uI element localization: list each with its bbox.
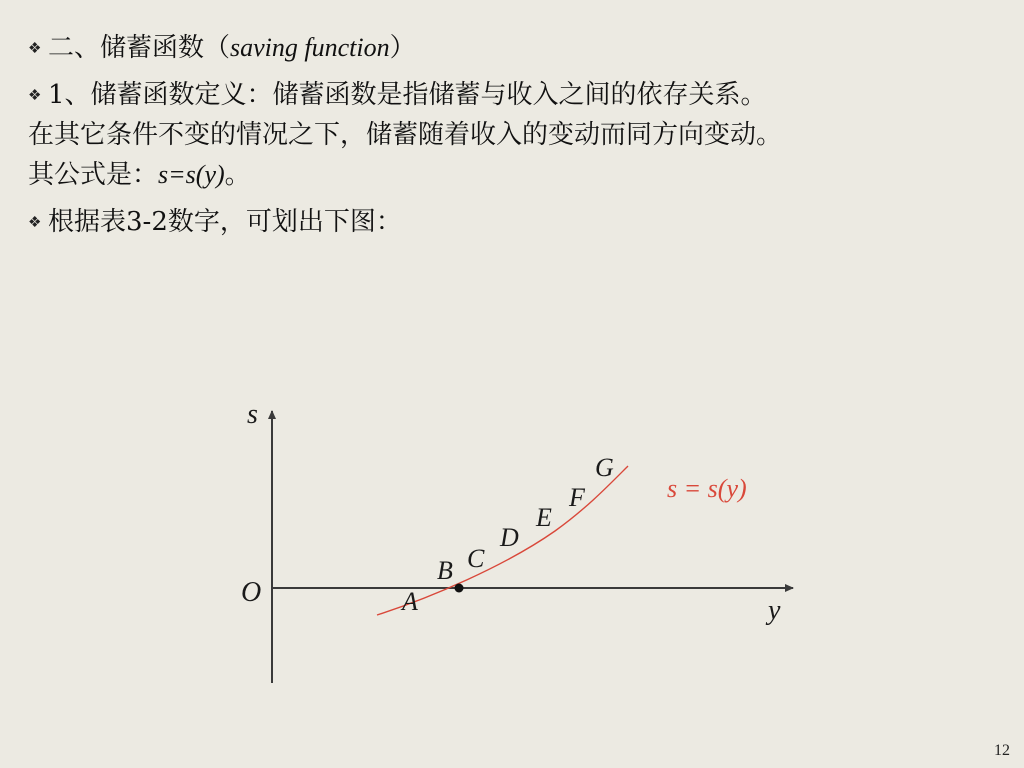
origin-label: O <box>241 577 262 608</box>
definition-line-3-before: 其公式是： <box>28 160 159 190</box>
definition-line-3-after: 。 <box>224 160 251 190</box>
point-label-c: C <box>467 544 485 573</box>
point-label-d: D <box>500 523 519 552</box>
title-text-italic: saving function <box>230 33 390 62</box>
curve-label: s = s(y) <box>667 474 747 503</box>
definition-line-1: 1、储蓄函数定义：储蓄函数是指储蓄与收入之间的依存关系。 <box>48 80 767 110</box>
definition-line-2: 在其它条件不变的情况之下，储蓄随着收入的变动而同方向变动。 <box>28 120 783 150</box>
point-label-e: E <box>536 503 552 532</box>
horizontal-axis-label: y <box>768 595 781 626</box>
diamond-bullet-icon: ❖ <box>28 86 42 104</box>
point-label-b: B <box>437 556 453 585</box>
chart-intro-text: 根据表3-2数字，可划出下图： <box>48 207 402 237</box>
vertical-axis-label: s <box>247 399 258 430</box>
title-text-before: 二、储蓄函数（ <box>48 33 231 63</box>
point-label-f: F <box>569 483 585 512</box>
diamond-bullet-icon: ❖ <box>28 213 42 231</box>
page-number: 12 <box>994 742 1010 759</box>
point-label-a: A <box>402 587 418 616</box>
title-text-after: ） <box>389 33 416 63</box>
point-b-marker <box>455 584 464 593</box>
formula-text: s=s(y) <box>158 160 225 189</box>
point-label-g: G <box>595 453 614 482</box>
diamond-bullet-icon: ❖ <box>28 39 42 57</box>
